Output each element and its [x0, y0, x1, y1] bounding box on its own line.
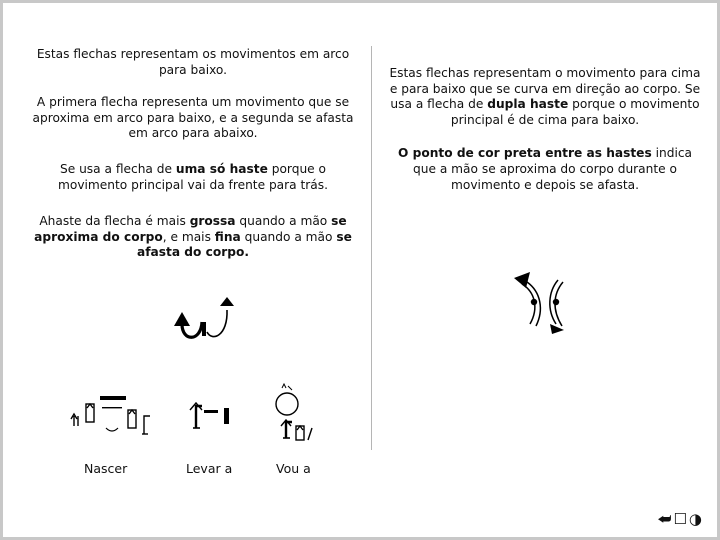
sign-vou-icon — [270, 382, 320, 444]
caption-vou: Vou a — [276, 461, 311, 476]
left-paragraph-3: Se usa a flecha de uma só haste porque o movimento principal vai da frente para trás. — [57, 161, 328, 192]
sign-nascer-icon — [70, 394, 160, 438]
square-icon[interactable]: ☐ — [673, 510, 687, 528]
caption-nascer: Nascer — [84, 461, 128, 476]
sign-levar-icon — [186, 400, 236, 432]
navigation-bar — [657, 510, 702, 528]
caption-levar: Levar a — [186, 461, 233, 476]
column-divider — [371, 46, 372, 450]
double-stem-curved-arrows-icon — [512, 270, 577, 336]
right-column — [386, 66, 704, 193]
left-column — [28, 47, 358, 261]
right-paragraph-1: Estas flechas representam o movimento para cima e para baixo que se curva em direção ao corpo. Se usa a flecha de dupla haste porque o movimento principal é de cima para baixo. — [389, 66, 701, 127]
arc-arrows-down-icon — [165, 296, 240, 346]
left-paragraph-2: A primera flecha representa um movimento que se aproxima em arco para baixo, e a segunda se afasta em arco para abaixo. — [32, 95, 354, 141]
left-paragraph-4: Ahaste da flecha é mais grossa quando a mão se aproxima do corpo, e mais fina quando a mão se afasta do corpo. — [34, 214, 352, 260]
arrow-back-icon[interactable]: ⮨ — [657, 510, 672, 528]
right-paragraph-2: O ponto de cor preta entre as hastes indica que a mão se aproxima do corpo durante o movimento e depois se afasta. — [398, 146, 692, 192]
left-paragraph-1: Estas flechas representam os movimentos em arco para baixo. — [36, 47, 350, 77]
half-circle-icon[interactable]: ◑ — [688, 510, 702, 528]
